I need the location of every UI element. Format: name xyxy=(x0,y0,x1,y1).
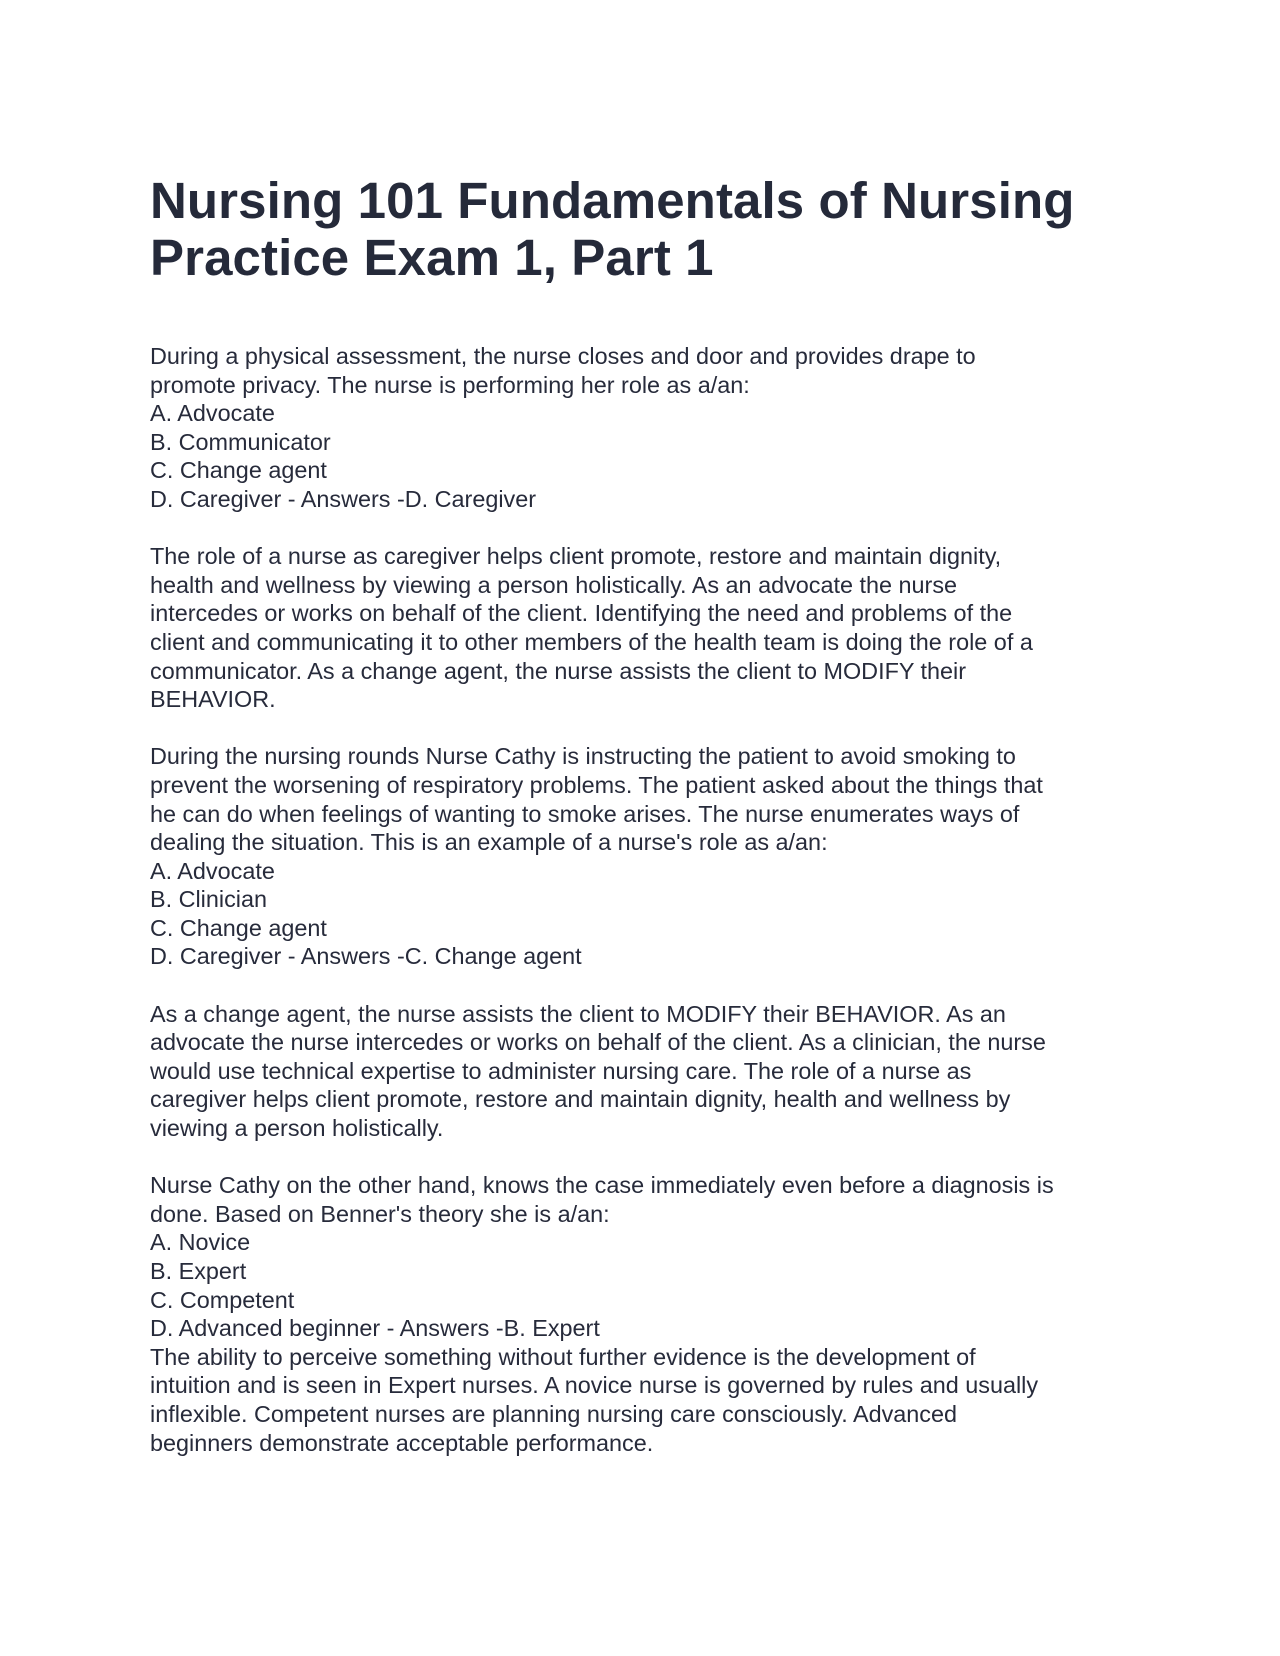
document-body xyxy=(150,342,1140,1457)
question-prompt: prevent the worsening of respiratory problems. The patient asked about the things that xyxy=(150,771,1043,798)
paragraph-gap xyxy=(150,971,1140,1000)
question-1 xyxy=(150,342,1140,514)
explanation-3 xyxy=(150,1343,1140,1457)
answer-option-a: A. Advocate xyxy=(150,857,275,884)
explanation-line: inflexible. Competent nurses are planning nursing care consciously. Advanced xyxy=(150,1400,958,1427)
explanation-line: beginners demonstrate acceptable performance. xyxy=(150,1429,654,1456)
question-prompt: done. Based on Benner's theory she is a/an: xyxy=(150,1200,610,1227)
explanation-line: intercedes or works on behalf of the client. Identifying the need and problems of the xyxy=(150,600,1013,627)
question-3 xyxy=(150,1171,1140,1343)
answer-option-c: C. Change agent xyxy=(150,457,327,484)
answer-option-b: B. Communicator xyxy=(150,428,331,455)
explanation-line: BEHAVIOR. xyxy=(150,686,276,713)
answer-option-a: A. Advocate xyxy=(150,400,275,427)
question-prompt: promote privacy. The nurse is performing her role as a/an: xyxy=(150,371,750,398)
question-prompt: During a physical assessment, the nurse closes and door and provides drape to xyxy=(150,343,976,369)
question-2 xyxy=(150,742,1140,971)
answer-option-b: B. Expert xyxy=(150,1258,247,1284)
paragraph-gap xyxy=(150,1143,1140,1172)
explanation-line: The ability to perceive something without further evidence is the development of xyxy=(150,1343,976,1370)
answer-option-a: A. Novice xyxy=(150,1229,251,1256)
explanation-line: intuition and is seen in Expert nurses. A novice nurse is governed by rules and usually xyxy=(150,1372,1039,1399)
explanation-line: health and wellness by viewing a person holistically. As an advocate the nurse xyxy=(150,571,958,598)
explanation-1 xyxy=(150,542,1140,714)
question-prompt: During the nursing rounds Nurse Cathy is instructing the patient to avoid smoking to xyxy=(150,743,1016,770)
explanation-line: client and communicating it to other members of the health team is doing the role of a xyxy=(150,628,1033,655)
explanation-line: communicator. As a change agent, the nurse assists the client to MODIFY their xyxy=(150,657,967,684)
question-prompt: he can do when feelings of wanting to smoke arises. The nurse enumerates ways of xyxy=(150,800,1020,827)
paragraph-gap xyxy=(150,514,1140,543)
title-line: Practice Exam 1, Part 1 xyxy=(150,229,714,286)
answer-option-d-with-answer: D. Caregiver - Answers -D. Caregiver xyxy=(150,485,537,512)
answer-option-c: C. Change agent xyxy=(150,914,327,941)
document-page xyxy=(150,172,1140,1457)
question-prompt: Nurse Cathy on the other hand, knows the case immediately even before a diagnosis is xyxy=(150,1172,1054,1199)
answer-option-b: B. Clinician xyxy=(150,886,267,913)
explanation-line: viewing a person holistically. xyxy=(150,1115,444,1142)
answer-option-c: C. Competent xyxy=(150,1286,295,1313)
explanation-line: As a change agent, the nurse assists the client to MODIFY their BEHAVIOR. As an xyxy=(150,1000,1006,1027)
title-line: Nursing 101 Fundamentals of Nursing xyxy=(150,172,1075,229)
explanation-line: advocate the nurse intercedes or works on behalf of the client. As a clinician, the nurse xyxy=(150,1029,1046,1056)
document-title xyxy=(150,172,1140,286)
paragraph-gap xyxy=(150,714,1140,743)
explanation-2 xyxy=(150,1000,1140,1143)
explanation-line: would use technical expertise to administer nursing care. The role of a nurse as xyxy=(150,1057,972,1084)
question-prompt: dealing the situation. This is an example of a nurse's role as a/an: xyxy=(150,829,828,856)
answer-option-d-with-answer: D. Caregiver - Answers -C. Change agent xyxy=(150,943,582,970)
explanation-line: The role of a nurse as caregiver helps client promote, restore and maintain dignity, xyxy=(150,543,1002,570)
answer-option-d-with-answer: D. Advanced beginner - Answers -B. Expert xyxy=(150,1315,600,1342)
explanation-line: caregiver helps client promote, restore and maintain dignity, health and wellness by xyxy=(150,1086,1011,1113)
